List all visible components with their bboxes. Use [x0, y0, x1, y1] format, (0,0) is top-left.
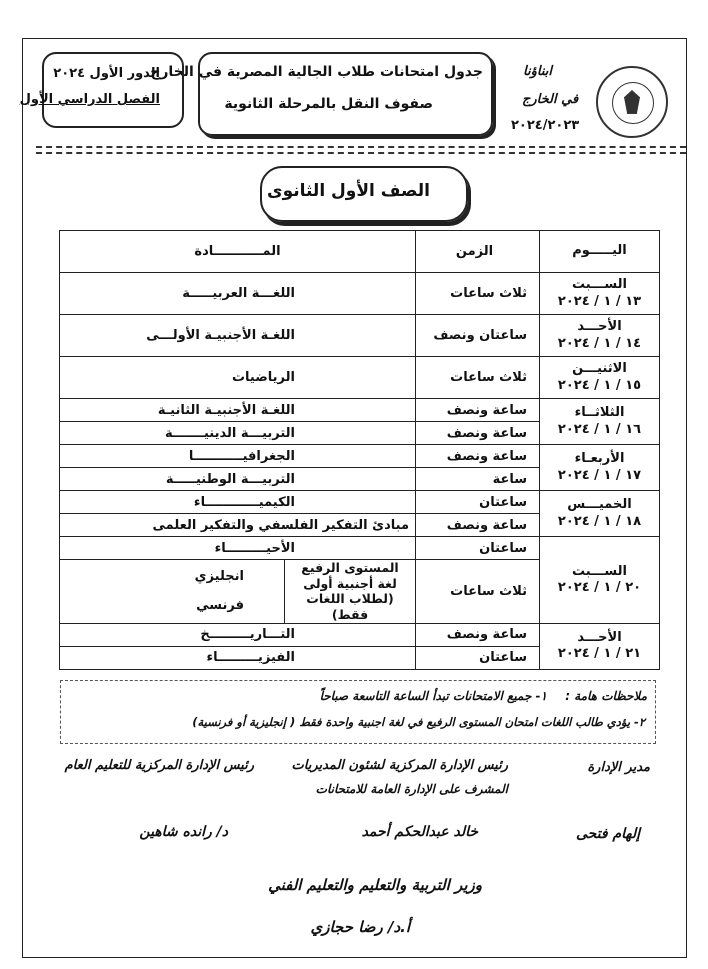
exam-duration: ساعتان ونصف: [416, 315, 540, 357]
exam-duration: ثلاث ساعات: [416, 357, 540, 399]
exam-subject: الفيزيـــــــــاء: [60, 646, 416, 669]
exam-duration: ساعتان: [416, 646, 540, 669]
day-name: الأحـــد: [577, 319, 622, 335]
table-row: [60, 273, 660, 315]
exam-subject: التربيـــة الدينيـــــــة: [60, 422, 416, 445]
minister-name: أ.د/ رضا حجازي: [310, 918, 410, 936]
day-cell: [540, 357, 660, 399]
note-2: ٢- يؤدي طالب اللغات امتحان المستوى الرفيع في لغة اجنبية واحدة فقط ( إنجليزية أو فرنسية): [192, 715, 645, 729]
title-line2: صفوف النقل بالمرحلة الثانوية: [224, 96, 433, 112]
day-name: الثلاثــاء: [574, 405, 625, 421]
day-cell: [540, 445, 660, 491]
day-date: ١٤ / ١ / ٢٠٢٤: [557, 335, 642, 351]
day-cell: [540, 537, 660, 624]
exam-subject: الأحيـــــــــاء: [60, 537, 416, 560]
note-1: ١- جميع الامتحانات تبدأ الساعة التاسعة صباحاً: [319, 689, 547, 703]
exam-subject: اللغـة الأجنبيـة الأولـــى: [60, 315, 416, 357]
advanced-level-line2: لغة أجنبية أولى: [303, 575, 397, 591]
director-name: إلهام فتحى: [575, 826, 640, 842]
advanced-level-line1: المستوى الرفيع: [301, 560, 399, 575]
central-admin-title: رئيس الإدارة المركزية لشئون المديريات: [291, 758, 508, 773]
exam-duration: ساعتان: [416, 537, 540, 560]
day-date: ١٧ / ١ / ٢٠٢٤: [557, 467, 642, 483]
table-row: [60, 491, 660, 514]
exams-supervisor-title: المشرف على الإدارة العامة للامتحانات: [315, 782, 508, 796]
day-date: ٢٠ / ١ / ٢٠٢٤: [557, 579, 642, 595]
minister-title: وزير التربية والتعليم والتعليم الفني: [268, 876, 482, 894]
exam-duration: ثلاث ساعات: [416, 273, 540, 315]
day-cell: [540, 315, 660, 357]
exam-subject: الرياضيات: [60, 357, 416, 399]
day-date: ١٨ / ١ / ٢٠٢٤: [557, 513, 642, 529]
school-line1: ابناؤنا: [523, 64, 552, 79]
exam-duration: ساعة ونصف: [416, 514, 540, 537]
day-date: ١٣ / ١ / ٢٠٢٤: [557, 293, 642, 309]
day-date: ١٥ / ١ / ٢٠٢٤: [557, 377, 642, 393]
day-cell: [540, 491, 660, 537]
day-cell: [540, 399, 660, 445]
table-header-row: [60, 231, 660, 273]
exam-duration: ساعة ونصف: [416, 422, 540, 445]
school-year: ٢٠٢٤/٢٠٢٣: [511, 118, 580, 133]
exam-subject: مبادئ التفكير الفلسفي والتفكير العلمى: [60, 514, 416, 537]
day-name: الأحـــد: [577, 629, 622, 645]
school-line2: في الخارج: [522, 92, 579, 107]
exam-duration: ساعة: [416, 468, 540, 491]
title-line1: جدول امتحانات طلاب الجالية المصرية في الخارج: [150, 64, 483, 80]
grade-title: الصف الأول الثانوى: [266, 181, 430, 201]
table-row: [60, 537, 660, 560]
title-box: [150, 52, 493, 136]
term-line1: الدور الأول ٢٠٢٤: [53, 66, 160, 81]
header-subject: المـــــــــــادة: [60, 231, 416, 273]
advanced-level-cell: [285, 560, 416, 624]
day-cell: [540, 273, 660, 315]
exam-subject: الكيميــــــــــــاء: [60, 491, 416, 514]
language-options-cell: [60, 560, 285, 624]
exam-subject: اللغـــة العربيـــــة: [60, 273, 416, 315]
table-row: [60, 445, 660, 468]
divider-line: [36, 146, 686, 148]
day-name: الخميـــس: [567, 497, 632, 513]
day-name: الاثنيـــن: [572, 361, 627, 377]
exam-subject: التـــاريـــــــــخ: [60, 623, 416, 646]
exam-duration: ساعتان: [416, 491, 540, 514]
day-name: الســـبت: [572, 277, 627, 293]
day-date: ٢١ / ١ / ٢٠٢٤: [557, 646, 642, 661]
exam-duration: ساعة ونصف: [416, 399, 540, 422]
exam-subject: الجغرافيـــــــــــا: [60, 445, 416, 468]
english-option: انجليزي: [194, 569, 244, 585]
general-education-title: رئيس الإدارة المركزية للتعليم العام: [64, 758, 254, 773]
ministry-logo: [596, 66, 668, 138]
header-day: اليـــــوم: [540, 231, 660, 273]
day-date: ١٦ / ١ / ٢٠٢٤: [557, 421, 642, 437]
header-time: الزمن: [416, 231, 540, 273]
general-education-name: د/ رانده شاهين: [139, 824, 228, 840]
grade-title-box: [260, 166, 468, 222]
term-line2: الفصل الدراسي الأول: [19, 92, 160, 107]
director-title: مدير الإدارة: [587, 760, 650, 775]
table-row: [60, 315, 660, 357]
central-admin-name: خالد عبدالحكم أحمد: [361, 824, 478, 840]
important-notes-box: [60, 680, 656, 744]
table-row: [60, 357, 660, 399]
day-name: الســـبت: [572, 563, 627, 579]
exam-duration: ثلاث ساعات: [416, 560, 540, 624]
exam-subject: التربيـــة الوطنيـــــة: [60, 468, 416, 491]
french-option: فرنسي: [196, 598, 244, 614]
exam-subject: اللغـة الأجنبيـة الثانيـة: [60, 399, 416, 422]
exam-duration: ساعة ونصف: [416, 623, 540, 646]
term-box: [19, 52, 184, 128]
exam-duration: ساعة ونصف: [416, 445, 540, 468]
table-row: [60, 399, 660, 422]
day-name: الأربعـاء: [574, 451, 625, 467]
exam-schedule-table: [59, 230, 660, 670]
advanced-level-line3: (لطلاب اللغات فقط): [306, 591, 394, 622]
notes-label: ملاحظات هامة :: [565, 689, 647, 703]
divider-line: [36, 152, 686, 154]
table-row: [60, 623, 660, 646]
day-cell: [540, 623, 660, 669]
